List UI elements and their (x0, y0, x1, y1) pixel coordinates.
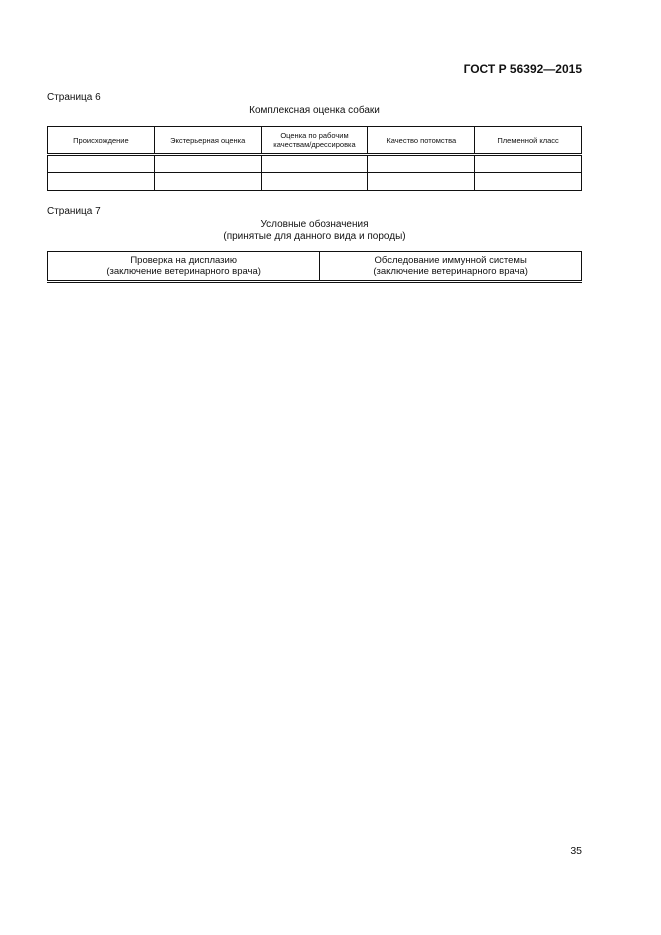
table-cell (48, 173, 155, 191)
column-header-breeding-class: Племенной класс (475, 127, 582, 155)
dog-evaluation-table (47, 126, 582, 191)
dysplasia-check-label: Проверка на дисплазию (130, 255, 237, 266)
immune-system-check-cell (320, 252, 582, 282)
legend-subtitle: (принятые для данного вида и породы) (223, 231, 406, 242)
table-cell (261, 173, 368, 191)
column-header-exterior: Экстерьерная оценка (154, 127, 261, 155)
dysplasia-check-note: (заключение ветеринарного врача) (106, 266, 261, 277)
page-number: 35 (570, 845, 582, 857)
table-row (48, 173, 582, 191)
column-header-working-qualities: Оценка по рабочим качествам/дрессировка (261, 127, 368, 155)
table-title-dog-evaluation: Комплексная оценка собаки (249, 105, 380, 116)
legend-title: Условные обозначения (260, 219, 369, 230)
document-code: ГОСТ Р 56392—2015 (463, 62, 582, 76)
table-cell (368, 155, 475, 173)
table-row (48, 155, 582, 173)
table-cell (154, 173, 261, 191)
dysplasia-check-cell (48, 252, 320, 282)
column-header-offspring-quality: Качество потомства (368, 127, 475, 155)
table-cell (154, 155, 261, 173)
table-cell (368, 173, 475, 191)
table-cell (475, 155, 582, 173)
table-cell (261, 155, 368, 173)
column-header-origin: Происхождение (48, 127, 155, 155)
section-label-page-7: Страница 7 (47, 206, 101, 217)
table-cell (475, 173, 582, 191)
immune-system-check-note: (заключение ветеринарного врача) (373, 266, 528, 277)
legend-table (47, 251, 582, 283)
table-header-row (48, 127, 582, 155)
table-row (48, 252, 582, 282)
section-label-page-6: Страница 6 (47, 92, 101, 103)
immune-system-check-label: Обследование иммунной системы (374, 255, 527, 266)
table-cell (48, 155, 155, 173)
